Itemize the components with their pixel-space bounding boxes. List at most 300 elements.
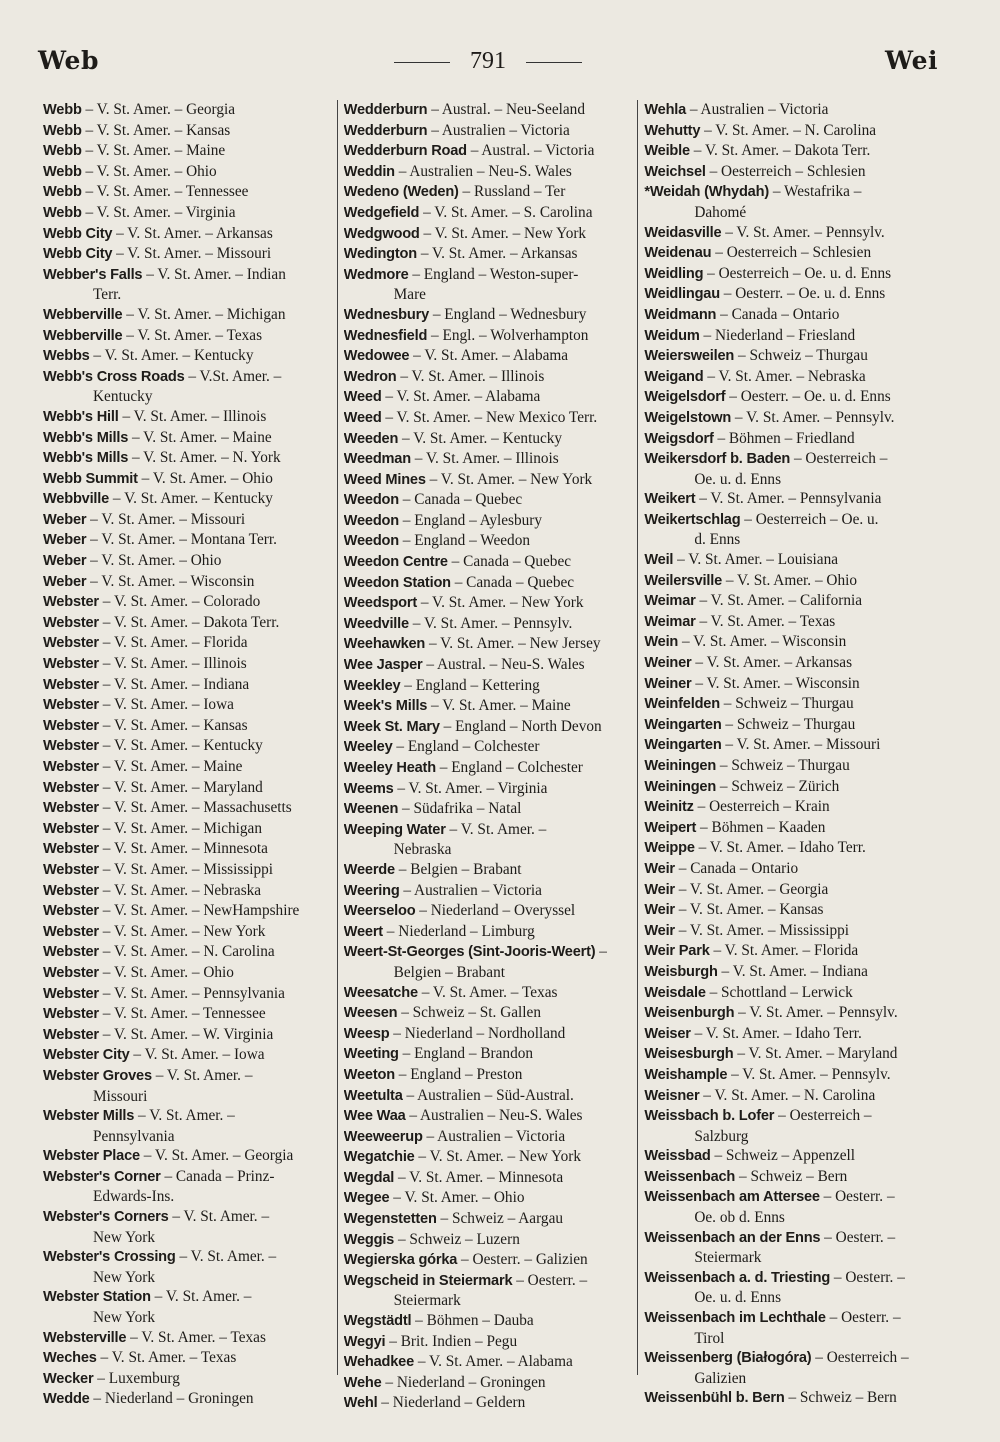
- entry-location: – V. St. Amer. – Dakota Terr.: [102, 613, 280, 631]
- entry-name: Weiningen: [644, 758, 717, 774]
- entry-location: – Oesterr. –: [823, 1188, 895, 1206]
- entry-name: Wednesbury: [343, 306, 429, 323]
- gazetteer-entry: [344, 696, 634, 717]
- gazetteer-entry: [644, 674, 934, 695]
- gazetteer-entry: [644, 1024, 934, 1045]
- entry-location: – V. St. Amer. – Maine: [85, 142, 226, 160]
- gazetteer-columns: [40, 100, 938, 1412]
- gazetteer-entry: [644, 715, 934, 736]
- gazetteer-entry: [644, 1086, 934, 1107]
- entry-name: Weedon Station: [343, 574, 451, 591]
- gazetteer-entry: [43, 407, 333, 428]
- entry-location: – V. St. Amer. – Idaho Terr.: [698, 839, 866, 857]
- entry-name: Weerseloo: [343, 903, 416, 920]
- entry-location: – V. St. Amer. – Texas: [699, 612, 836, 630]
- entry-continuation: Salzburg: [694, 1127, 749, 1145]
- entry-name: Webster: [43, 697, 99, 714]
- entry-location: – Canada – Prinz-: [164, 1167, 275, 1185]
- entry-name: Weilersville: [644, 572, 722, 589]
- entry-continuation: Belgien – Brabant: [393, 963, 505, 981]
- gazetteer-entry: [644, 1003, 934, 1024]
- gazetteer-entry: [344, 737, 634, 758]
- entry-name: Webb: [43, 143, 82, 160]
- entry-name: Weekley: [343, 677, 401, 694]
- entry-location: – Oesterreich – Schlesien: [709, 162, 866, 180]
- entry-location: – Oesterr. – Galizien: [461, 1251, 588, 1269]
- entry-location: – England – Wednesbury: [432, 305, 587, 323]
- entry-location: – Australien – Neu-S. Wales: [409, 1107, 583, 1125]
- entry-name: Weert-St-Georges (Sint-Jooris-Weert): [343, 944, 596, 961]
- gazetteer-entry: [644, 387, 934, 408]
- entry-location: – V. St. Amer. –: [172, 1208, 270, 1226]
- entry-name: Weeton: [343, 1066, 395, 1083]
- entry-name: Wedde: [43, 1391, 90, 1408]
- entry-location: – V. St. Amer. – N. Carolina: [102, 943, 275, 961]
- entry-name: Webster: [43, 717, 99, 734]
- entry-location: – V. St. Amer. – Kansas: [102, 716, 248, 734]
- entry-location: – Australien – Neu-S. Wales: [398, 162, 572, 180]
- entry-location: – Niederland – Overyssel: [419, 902, 576, 920]
- gazetteer-entry: [644, 223, 934, 244]
- gazetteer-entry: [344, 860, 634, 881]
- gazetteer-entry: [344, 614, 634, 635]
- gazetteer-entry: [43, 100, 333, 121]
- gazetteer-entry: [644, 510, 934, 550]
- entry-location: – V. St. Amer. – Iowa: [102, 696, 234, 714]
- entry-location: – V. St. Amer. – Maryland: [102, 778, 263, 796]
- entry-name: Weishample: [644, 1066, 728, 1083]
- entry-location: – Böhmen – Dauba: [415, 1312, 534, 1330]
- gazetteer-entry: [43, 736, 333, 757]
- entry-name: Wegee: [343, 1190, 390, 1207]
- entry-name: Webber's Falls: [43, 266, 143, 283]
- entry-location: – England – Aylesbury: [402, 511, 543, 529]
- gazetteer-entry: [644, 264, 934, 285]
- entry-name: Wegenstetten: [343, 1211, 437, 1228]
- gazetteer-entry: [644, 571, 934, 592]
- entry-name: Weikertschlag: [644, 511, 741, 528]
- entry-location: – V. St. Amer. – Michigan: [102, 819, 262, 837]
- entry-location: – Canada – Quebec: [451, 553, 572, 571]
- entry-name: Weesen: [343, 1005, 398, 1022]
- gazetteer-entry: [43, 141, 333, 162]
- entry-name: Weering: [343, 882, 400, 899]
- gazetteer-entry: [344, 1209, 634, 1230]
- gazetteer-entry: [344, 1250, 634, 1271]
- entry-continuation: Missouri: [93, 1087, 148, 1105]
- gazetteer-entry: [644, 962, 934, 983]
- entry-location: – Oesterreich – Oe. u.: [744, 510, 879, 528]
- entry-location: – V. St. Amer. – Kansas: [85, 121, 231, 139]
- entry-name: Wehla: [644, 102, 687, 118]
- entry-location: – Oesterreich –: [793, 450, 888, 468]
- entry-location: – V. St. Amer. – New York: [102, 922, 266, 940]
- gazetteer-entry: [43, 778, 333, 799]
- gazetteer-entry: [644, 408, 934, 429]
- entry-name: Weber: [43, 573, 87, 590]
- entry-name: Wehl: [343, 1395, 378, 1412]
- entry-continuation: Dahomé: [694, 203, 747, 221]
- entry-name: Weissenbach an der Enns: [644, 1229, 821, 1246]
- entry-name: Weichsel: [644, 163, 706, 180]
- gazetteer-entry: [43, 675, 333, 696]
- gazetteer-entry: [344, 983, 634, 1004]
- entry-location: – V. St. Amer. – Texas: [126, 326, 263, 344]
- entry-continuation: Oe. u. d. Enns: [694, 470, 782, 488]
- gazetteer-entry: [644, 1106, 934, 1146]
- running-head-right: Wei: [885, 46, 938, 75]
- entry-name: Wegscheid in Steiermark: [343, 1272, 513, 1289]
- entry-location: – V. St. Amer. – Illinois: [102, 655, 247, 673]
- entry-location: – V. St. Amer. – Arkansas: [695, 654, 853, 672]
- gazetteer-entry: [344, 162, 634, 183]
- entry-continuation: Galizien: [694, 1369, 747, 1387]
- gazetteer-entry: [43, 716, 333, 737]
- gazetteer-entry: [43, 839, 333, 860]
- gazetteer-entry: [43, 326, 333, 347]
- entry-continuation: Oe. u. d. Enns: [694, 1289, 782, 1307]
- gazetteer-entry: [644, 1044, 934, 1065]
- gazetteer-entry: [43, 1287, 333, 1327]
- entry-name: Webster: [43, 738, 99, 755]
- gazetteer-entry: [344, 408, 634, 429]
- entry-continuation: Terr.: [93, 286, 122, 304]
- gazetteer-entry: [344, 511, 634, 532]
- entry-name: Webster: [43, 656, 99, 673]
- entry-name: Weddin: [343, 163, 395, 180]
- gazetteer-entry: [43, 881, 333, 902]
- gazetteer-entry: [43, 182, 333, 203]
- entry-location: – V. St. Amer. – Alabama: [385, 388, 541, 406]
- entry-continuation: Pennsylvania: [93, 1127, 175, 1145]
- gazetteer-entry: [43, 367, 333, 407]
- entry-name: Wedderburn: [343, 122, 428, 139]
- entry-continuation: Oe. ob d. Enns: [694, 1209, 785, 1227]
- gazetteer-entry: [43, 572, 333, 593]
- gazetteer-entry: [344, 1106, 634, 1127]
- gazetteer-entry: [43, 551, 333, 572]
- gazetteer-entry: [344, 1168, 634, 1189]
- gazetteer-entry: [344, 1332, 634, 1353]
- entry-name: Weidum: [644, 327, 700, 344]
- gazetteer-entry: [644, 305, 934, 326]
- entry-location: – V. St. Amer. – Maine: [431, 697, 571, 715]
- entry-name: Weissenberg (Białogóra): [644, 1350, 812, 1367]
- entry-name: Weingarten: [644, 716, 722, 733]
- entry-name: Webster: [43, 944, 99, 961]
- entry-continuation: Steiermark: [694, 1249, 762, 1267]
- entry-location: – V. St. Amer. – Ohio: [90, 552, 222, 570]
- gazetteer-entry: [43, 798, 333, 819]
- entry-location: – Oesterreich –: [778, 1107, 872, 1125]
- entry-location: – Brit. Indien – Pegu: [389, 1332, 518, 1350]
- gazetteer-entry: [344, 634, 634, 655]
- entry-name: Weesp: [343, 1025, 390, 1042]
- entry-location: – Oesterr. –: [829, 1309, 901, 1327]
- page-header: [38, 42, 938, 82]
- entry-name: Weissenbach: [644, 1168, 736, 1185]
- entry-name: Webster: [43, 594, 99, 611]
- gazetteer-entry: [644, 100, 934, 121]
- gazetteer-entry: [644, 612, 934, 633]
- entry-name: Webb's Cross Roads: [43, 368, 185, 385]
- entry-name: Weehawken: [343, 636, 426, 653]
- gazetteer-entry: [43, 428, 333, 449]
- entry-name: Week St. Mary: [343, 718, 440, 735]
- gazetteer-entry: [344, 1003, 634, 1024]
- entry-location: – V. St. Amer. – Maryland: [737, 1045, 898, 1063]
- gazetteer-entry: [43, 1106, 333, 1146]
- entry-name: Weinfelden: [644, 696, 720, 713]
- gazetteer-entry: [43, 1247, 333, 1287]
- entry-name: Wedington: [343, 246, 417, 263]
- entry-location: – V. St. Amer. – Florida: [713, 942, 859, 960]
- entry-name: Webster: [43, 903, 99, 920]
- entry-location: – V. St. Amer. – Montana Terr.: [90, 531, 277, 549]
- entry-name: Webster City: [43, 1047, 130, 1064]
- gazetteer-entry: [43, 633, 333, 654]
- entry-name: Weiningen: [644, 778, 717, 795]
- entry-name: Webb City: [43, 225, 113, 242]
- entry-name: Weir: [644, 860, 675, 877]
- entry-name: Webster's Corners: [43, 1209, 169, 1226]
- entry-name: Weerde: [343, 861, 395, 878]
- entry-location: – V. St. Amer. – Missouri: [725, 736, 881, 754]
- gazetteer-entry: [644, 182, 934, 222]
- gazetteer-entry: [43, 224, 333, 245]
- gazetteer-entry: [344, 1393, 634, 1414]
- gazetteer-entry: [644, 653, 934, 674]
- entry-name: Webb: [43, 204, 82, 221]
- gazetteer-entry: [644, 983, 934, 1004]
- gazetteer-entry: [43, 1025, 333, 1046]
- entry-location: – V. St. Amer. – Georgia: [143, 1147, 294, 1165]
- entry-location: – Austral. – Neu-S. Wales: [426, 656, 585, 674]
- entry-continuation: Kentucky: [93, 388, 153, 406]
- entry-location: – V. St. Amer. – N. Carolina: [704, 121, 877, 139]
- gazetteer-entry: [344, 901, 634, 922]
- entry-location: – Engl. – Wolverhampton: [431, 326, 589, 344]
- entry-name: *Weidah (Whydah): [644, 184, 769, 201]
- entry-name: Weeweerup: [343, 1128, 423, 1145]
- entry-location: – V. St. Amer. – Louisiana: [677, 551, 839, 569]
- entry-name: Wecker: [43, 1370, 94, 1387]
- gazetteer-entry: [43, 1146, 333, 1167]
- gazetteer-entry: [344, 265, 634, 305]
- column-1: [40, 100, 337, 1408]
- entry-name: Webbs: [43, 348, 90, 365]
- entry-location: – V. St. Amer. –: [138, 1107, 235, 1125]
- entry-name: Week's Mills: [343, 698, 428, 715]
- gazetteer-entry: [644, 162, 934, 183]
- gazetteer-entry: [344, 779, 634, 800]
- entry-name: Wedgefield: [343, 204, 420, 221]
- entry-name: Webster: [43, 759, 99, 775]
- entry-location: – Westafrika –: [772, 183, 862, 201]
- gazetteer-entry: [344, 1024, 634, 1045]
- entry-name: Wehadkee: [343, 1354, 414, 1371]
- entry-location: – Niederland – Friesland: [703, 326, 856, 344]
- entry-location: – Schweiz – St. Gallen: [401, 1004, 541, 1022]
- entry-name: Weisner: [644, 1087, 700, 1104]
- column-2: [337, 100, 638, 1412]
- entry-name: Weisburgh: [644, 963, 718, 980]
- entry-name: Weissbach b. Lofer: [644, 1108, 775, 1125]
- entry-name: Wehe: [343, 1374, 382, 1391]
- entry-name: Weedon Centre: [343, 554, 448, 571]
- entry-name: Wegatchie: [343, 1149, 415, 1166]
- entry-name: Wedeno (Weden): [343, 184, 459, 201]
- gazetteer-entry: [644, 921, 934, 942]
- entry-name: Webster: [43, 635, 99, 652]
- gazetteer-entry: [43, 346, 333, 367]
- entry-location: – Australien – Victoria: [403, 881, 542, 899]
- entry-location: – England – Weston-super-: [412, 265, 579, 283]
- gazetteer-entry: [344, 470, 634, 491]
- entry-name: Wee Jasper: [343, 657, 423, 674]
- entry-name: Weil: [644, 552, 674, 569]
- entry-name: Webster: [43, 964, 99, 981]
- gazetteer-entry: [344, 1127, 634, 1148]
- entry-location: – England – Weedon: [402, 532, 531, 550]
- entry-location: – Schweiz – Thurgau: [725, 715, 856, 733]
- entry-location: – Austral. – Victoria: [470, 142, 595, 160]
- gazetteer-entry: [344, 449, 634, 470]
- entry-name: Weedon: [343, 492, 399, 509]
- entry-name: Weiersweilen: [644, 348, 735, 365]
- entry-name: Weikert: [644, 491, 696, 508]
- page-number-block: [38, 48, 938, 75]
- entry-name: Weedville: [343, 615, 409, 632]
- entry-location: – Schottland – Lerwick: [709, 983, 853, 1001]
- gazetteer-entry: [344, 305, 634, 326]
- entry-location: – Oesterreich –: [815, 1349, 909, 1367]
- header-rule-left: [394, 62, 450, 63]
- entry-location: – Oesterreich – Oe. u. d. Enns: [707, 264, 892, 282]
- gazetteer-entry: [344, 1065, 634, 1086]
- entry-location: – V. St. Amer. – Nebraska: [707, 367, 866, 385]
- entry-name: Webster: [43, 1006, 99, 1023]
- entry-name: Weippe: [644, 840, 695, 857]
- entry-location: – V. St. Amer. – Colorado: [102, 593, 261, 611]
- gazetteer-entry: [644, 859, 934, 880]
- entry-location: – V. St. Amer. – New York: [429, 470, 593, 488]
- entry-location: – Schweiz – Appenzell: [714, 1147, 856, 1165]
- entry-location: – England – Kettering: [404, 676, 540, 694]
- entry-name: Wedowee: [343, 348, 410, 365]
- entry-location: – V. St. Amer. – California: [699, 592, 863, 610]
- entry-location: – Niederland – Geldern: [381, 1394, 526, 1412]
- entry-name: Webster: [43, 800, 99, 817]
- gazetteer-entry: [344, 676, 634, 697]
- entry-location: – Russland – Ter: [462, 183, 566, 201]
- gazetteer-entry: [43, 203, 333, 224]
- gazetteer-entry: [43, 305, 333, 326]
- entry-location: – V. St. Amer. – Georgia: [678, 880, 829, 898]
- entry-name: Weems: [343, 780, 394, 797]
- entry-name: Webb: [43, 122, 82, 139]
- entry-name: Webster Mills: [43, 1108, 135, 1125]
- entry-name: Wedderburn Road: [343, 143, 467, 160]
- entry-location: – Canada – Ontario: [720, 305, 840, 323]
- gazetteer-entry: [344, 141, 634, 162]
- entry-location: – Niederland – Limburg: [386, 922, 535, 940]
- gazetteer-entry: [43, 469, 333, 490]
- gazetteer-entry: [644, 735, 934, 756]
- gazetteer-entry: [43, 984, 333, 1005]
- gazetteer-entry: [43, 819, 333, 840]
- gazetteer-entry: [344, 820, 634, 860]
- entry-name: Weches: [43, 1350, 97, 1367]
- entry-location: – Oesterr. –: [833, 1268, 905, 1286]
- gazetteer-entry: [644, 941, 934, 962]
- gazetteer-entry: [644, 1065, 934, 1086]
- entry-location: – V. St. Amer. – Texas: [421, 983, 558, 1001]
- entry-name: Wedron: [343, 368, 397, 385]
- entry-location: – V. St. Amer. – Pennsylv.: [725, 223, 885, 241]
- entry-continuation: New York: [93, 1309, 156, 1327]
- gazetteer-entry: [644, 1348, 934, 1388]
- entry-name: Webster: [43, 923, 99, 940]
- entry-location: – V. St. Amer. – Pennsylvania: [102, 984, 285, 1002]
- entry-name: Weber: [43, 532, 87, 549]
- entry-location: – V. St. Amer. – Missouri: [90, 510, 246, 528]
- entry-name: Weenen: [343, 801, 399, 818]
- entry-location: – V. St. Amer. – S. Carolina: [423, 203, 593, 221]
- entry-location: – Canada – Quebec: [454, 573, 575, 591]
- gazetteer-entry: [344, 203, 634, 224]
- gazetteer-entry: [344, 1352, 634, 1373]
- entry-name: Weissenbühl b. Bern: [644, 1390, 785, 1407]
- gazetteer-entry: [344, 1086, 634, 1107]
- gazetteer-entry: [344, 224, 634, 245]
- gazetteer-entry: [344, 1311, 634, 1332]
- entry-location: – Niederland – Groningen: [385, 1373, 546, 1391]
- entry-name: Weed Mines: [343, 471, 426, 488]
- gazetteer-entry: [344, 942, 634, 982]
- entry-location: – Schweiz – Thurgau: [737, 347, 868, 365]
- entry-name: Weidling: [644, 265, 704, 282]
- entry-name: Webster: [43, 882, 99, 899]
- gazetteer-entry: [344, 367, 634, 388]
- entry-location: – V. St. Amer. – Virginia: [397, 779, 548, 797]
- entry-location: – V. St. Amer. – Indian: [146, 265, 286, 283]
- entry-continuation: New York: [93, 1228, 156, 1246]
- entry-continuation: Steiermark: [393, 1292, 461, 1310]
- entry-name: Weikersdorf b. Baden: [644, 451, 791, 468]
- entry-name: Weiser: [644, 1025, 691, 1042]
- gazetteer-entry: [344, 326, 634, 347]
- entry-location: – Oesterreich – Schlesien: [715, 244, 872, 262]
- entry-name: Weigelsdorf: [644, 389, 726, 406]
- entry-location: – V. St. Amer. – Pennsylvania: [699, 490, 882, 508]
- entry-name: Webster Station: [43, 1289, 151, 1306]
- entry-location: – V. St. Amer. – Arkansas: [420, 245, 578, 263]
- entry-location: – V. St. Amer. – Iowa: [133, 1046, 265, 1064]
- gazetteer-entry: [43, 489, 333, 510]
- gazetteer-entry: [43, 922, 333, 943]
- entry-location: – V. St. Amer. – Kentucky: [402, 429, 563, 447]
- gazetteer-entry: [43, 860, 333, 881]
- entry-name: Websterville: [43, 1329, 127, 1346]
- entry-name: Webster: [43, 985, 99, 1002]
- gazetteer-entry: [644, 797, 934, 818]
- gazetteer-entry: [644, 1308, 934, 1348]
- entry-location: – V. St. Amer. – Virginia: [85, 203, 236, 221]
- entry-name: Webster Groves: [43, 1067, 152, 1084]
- gazetteer-entry: [644, 694, 934, 715]
- gazetteer-entry: [43, 265, 333, 305]
